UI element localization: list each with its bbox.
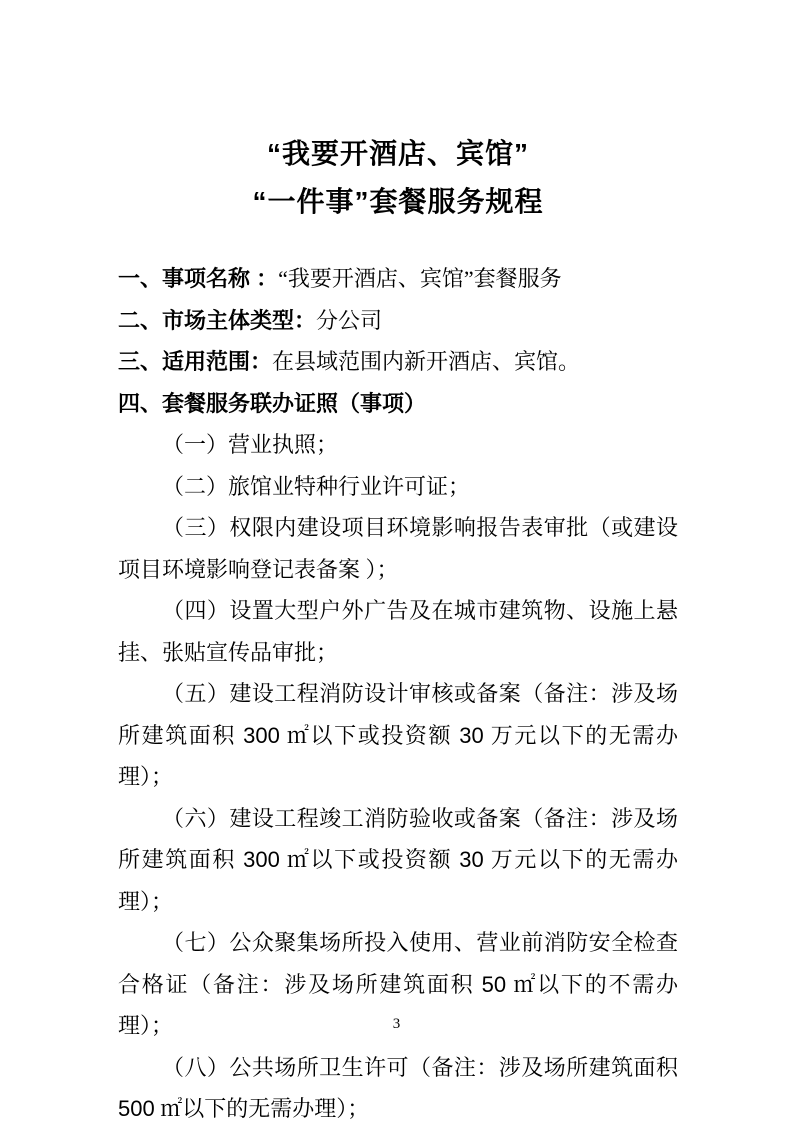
document-body — [118, 258, 678, 1122]
list-item: （四）设置大型户外广告及在城市建筑物、设施上悬挂、张贴宣传品审批； — [118, 598, 678, 665]
section-scope — [118, 341, 678, 383]
list-item: （六）建设工程竣工消防验收或备案（备注：涉及场所建筑面积 300 ㎡以下或投资额 30 万元以下的无需办理）； — [118, 805, 678, 914]
section-label: 三、适用范围： — [118, 349, 273, 374]
list-item: （七）公众聚集场所投入使用、营业前消防安全检查合格证（备注：涉及场所建筑面积 50 ㎡以下的不需办理）； — [118, 930, 678, 1038]
section-label: 二、市场主体类型： — [118, 307, 317, 333]
section-market-entity-type — [118, 300, 678, 342]
section-licenses-heading — [118, 383, 678, 425]
section-text: 分公司 — [316, 307, 383, 333]
section-item-name — [118, 258, 678, 300]
list-item: （五）建设工程消防设计审核或备案（备注：涉及场所建筑面积 300 ㎡以下或投资额 30 万元以下的无需办理）； — [118, 681, 678, 789]
list-item: （八）公共场所卫生许可（备注：涉及场所建筑面积 500 ㎡以下的无需办理）； — [118, 1054, 678, 1121]
section-text: “我要开酒店、宾馆”套餐服务 — [278, 266, 562, 291]
document-title — [118, 130, 678, 226]
list-item: （一）营业执照； — [162, 432, 339, 457]
list-item: （三）权限内建设项目环境影响报告表审批（或建设项目环境影响登记表备案 ）； — [118, 515, 678, 582]
section-text: 在县域范围内新开酒店、宾馆。 — [272, 349, 581, 374]
title-line-1: “我要开酒店、宾馆” — [266, 138, 529, 169]
title-line-2: “一件事”套餐服务规程 — [252, 186, 544, 217]
list-item: （二）旅馆业特种行业许可证； — [162, 473, 471, 499]
section-label: 四、套餐服务联办证照（事项） — [118, 390, 427, 416]
page-number: 3 — [392, 1016, 401, 1032]
section-label: 一、事项名称 ： — [118, 266, 279, 291]
